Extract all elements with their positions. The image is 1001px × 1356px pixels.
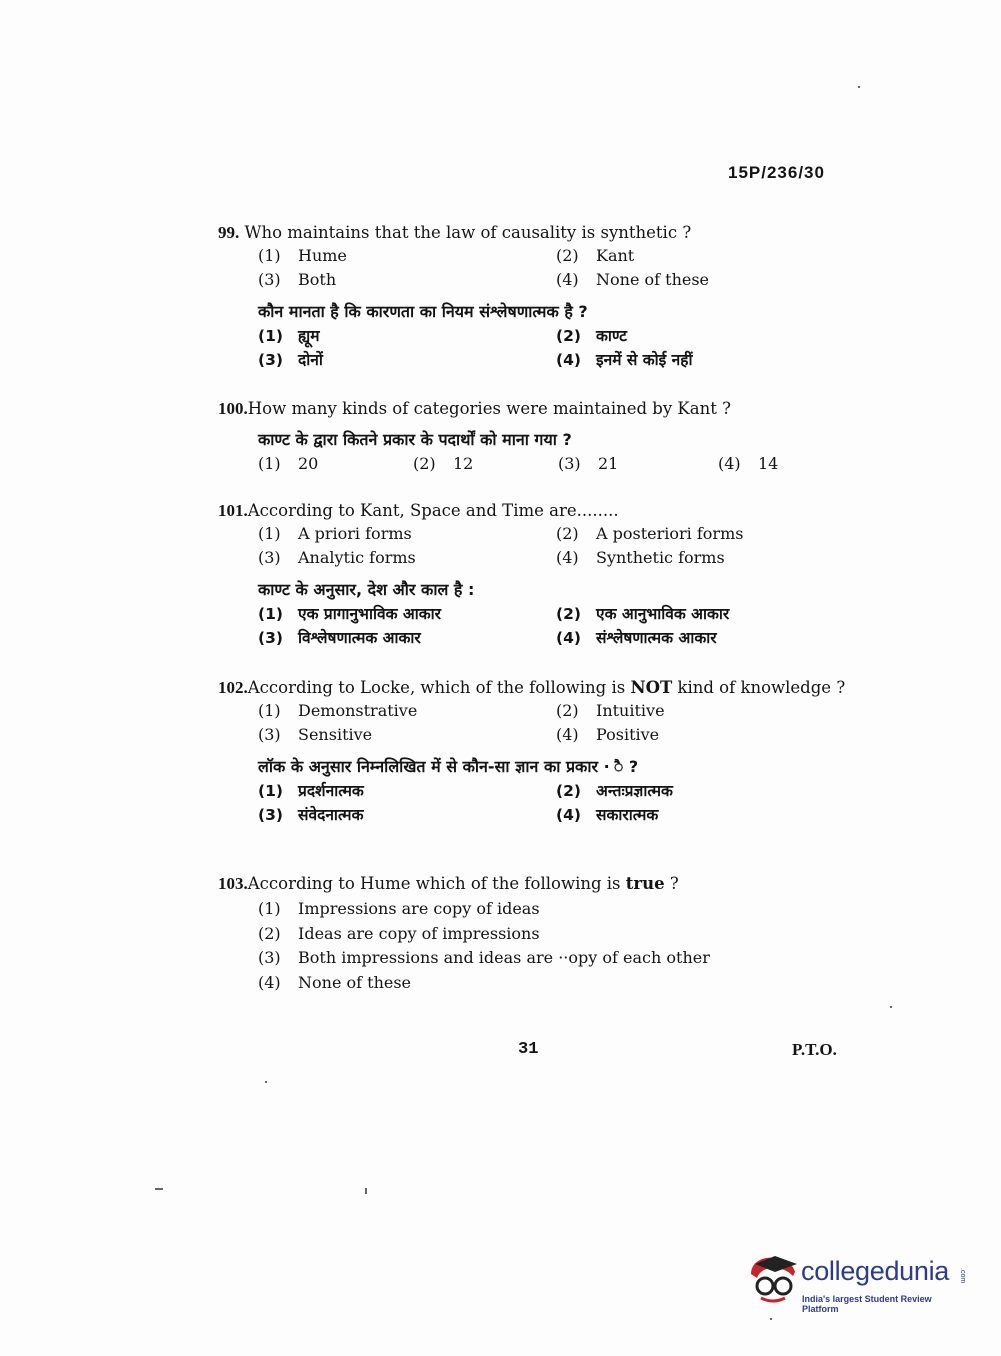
- option: (3) दोनों: [258, 351, 323, 369]
- option: (2) Kant: [556, 246, 635, 265]
- option: (4) Positive: [556, 725, 660, 744]
- option: (4) Synthetic forms: [556, 548, 725, 567]
- option: (2) A posteriori forms: [556, 524, 744, 543]
- question-103: [218, 873, 848, 995]
- option: (4) 14: [718, 454, 779, 473]
- options-hindi: [258, 602, 848, 650]
- option: (3) 21: [558, 454, 619, 473]
- paper-code: 15P/236/30: [728, 163, 825, 182]
- question-number: 99.: [218, 223, 240, 242]
- pto-label: P.T.O.: [792, 1040, 837, 1059]
- option: (2) Ideas are copy of impressions: [258, 923, 540, 943]
- question-102: [218, 677, 848, 827]
- option: (2) एक आनुभाविक आकार: [556, 605, 730, 623]
- option: (4) None of these: [258, 972, 412, 992]
- question-number: 103.: [218, 874, 248, 893]
- question-99: [218, 222, 848, 372]
- scan-speck: [890, 1006, 892, 1008]
- option: (2) काण्ट: [556, 327, 627, 345]
- scan-speck: [858, 86, 860, 88]
- scan-speck: [155, 1188, 163, 1190]
- question-100: [218, 398, 848, 476]
- question-text-hindi: काण्ट के अनुसार, देश और काल है :: [258, 580, 475, 599]
- question-text: 99. Who maintains that the law of causality is synthetic ?: [218, 223, 692, 242]
- option: (3) संवेदनात्मक: [258, 806, 364, 824]
- option: (1) Hume: [258, 246, 347, 265]
- options: [258, 452, 848, 476]
- question-text-hindi: कौन मानता है कि कारणता का नियम संश्लेषणात्मक है ?: [258, 302, 588, 321]
- options-list: [258, 897, 848, 995]
- options-hindi: [258, 324, 848, 372]
- question-text: 103.According to Hume which of the following is true ?: [218, 874, 679, 893]
- option: (4) सकारात्मक: [556, 806, 659, 824]
- options-english: [258, 244, 848, 292]
- question-text-hindi: लॉक के अनुसार निम्नलिखित में से कौन-सा ज्ञान का प्रकार · ै ?: [258, 757, 639, 776]
- logo-tagline: India's largest Student Review Platform: [802, 1294, 932, 1314]
- collegedunia-logo: [745, 1250, 970, 1312]
- question-text: 100.How many kinds of categories were maintained by Kant ?: [218, 399, 731, 418]
- option: (2) 12: [413, 454, 474, 473]
- scan-speck: [770, 1318, 772, 1320]
- option: (4) संश्लेषणात्मक आकार: [556, 629, 717, 647]
- option: (1) ह्यूम: [258, 327, 320, 345]
- scan-speck: [365, 1188, 367, 1194]
- question-number: 101.: [218, 501, 248, 520]
- option: (3) Analytic forms: [258, 548, 416, 567]
- options-english: [258, 699, 848, 747]
- option: (1) 20: [258, 454, 319, 473]
- question-text-hindi: काण्ट के द्वारा कितने प्रकार के पदार्थों को माना गया ?: [258, 430, 572, 449]
- logo-wordmark: collegedunia: [801, 1256, 950, 1286]
- option: (1) Impressions are copy of ideas: [258, 899, 540, 918]
- question-number: 102.: [218, 678, 248, 697]
- option: (2) Intuitive: [556, 701, 665, 720]
- option: (1) प्रदर्शनात्मक: [258, 782, 364, 800]
- option: (3) Both: [258, 270, 337, 289]
- options-english: [258, 522, 848, 570]
- option: (2) अन्तःप्रज्ञात्मक: [556, 782, 673, 800]
- option: (1) एक प्रागानुभाविक आकार: [258, 605, 441, 623]
- scan-speck: [265, 1081, 267, 1083]
- question-101: [218, 500, 848, 650]
- page-number: 31: [518, 1040, 539, 1059]
- option: (1) A priori forms: [258, 524, 412, 543]
- question-text: 102.According to Locke, which of the following is NOT kind of knowledge ?: [218, 678, 846, 697]
- question-text: 101.According to Kant, Space and Time are........: [218, 501, 619, 520]
- mascot-icon: [745, 1250, 801, 1306]
- option: (4) इनमें से कोई नहीं: [556, 351, 693, 369]
- option: (1) Demonstrative: [258, 701, 418, 720]
- option: (3) Both impressions and ideas are ··opy of each other: [258, 948, 710, 967]
- option: (3) Sensitive: [258, 725, 373, 744]
- option: (4) None of these: [556, 270, 710, 289]
- option: (3) विश्लेषणात्मक आकार: [258, 629, 421, 647]
- question-number: 100.: [218, 399, 248, 418]
- logo-com: .com: [959, 1268, 966, 1284]
- options-hindi: [258, 779, 848, 827]
